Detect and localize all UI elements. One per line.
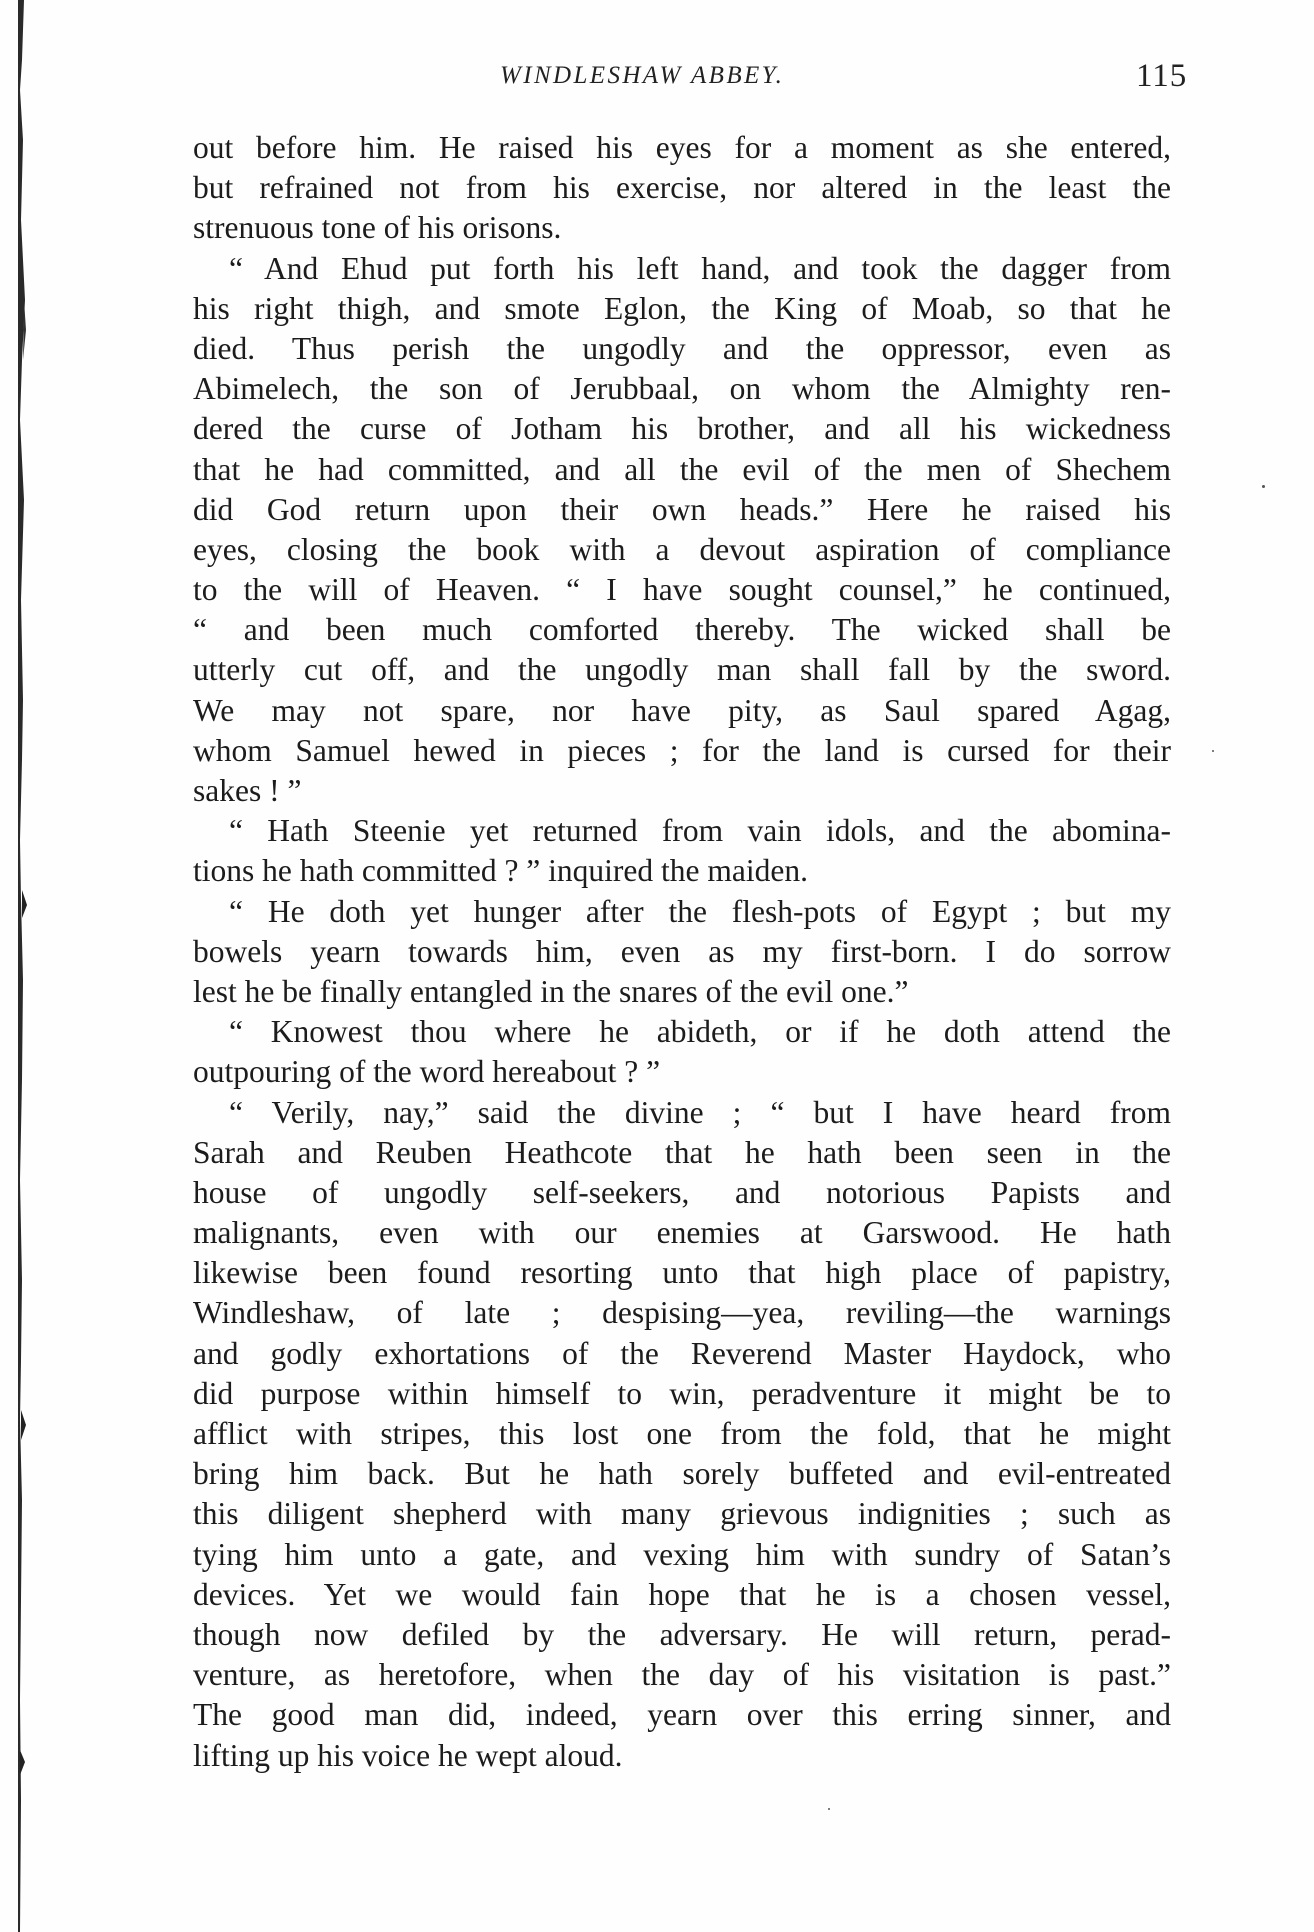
text-line: “ And Ehud put forth his left hand, and took the dagger from [229, 250, 1171, 286]
text-line: lifting up his voice he wept aloud. [193, 1737, 623, 1773]
text-line: bowels yearn towards him, even as my first-born. I do sorrow [193, 933, 1171, 969]
text-line: but refrained not from his exercise, nor altered in the least the [193, 170, 1171, 206]
text-line: tions he hath committed ? ” inquired the maiden. [193, 853, 808, 889]
text-line: and godly exhortations of the Reverend Master Haydock, who [193, 1335, 1171, 1371]
text-line: strenuous tone of his orisons. [193, 210, 562, 246]
running-title: WINDLESHAW ABBEY. [500, 62, 785, 89]
binding-edge-shadow [14, 0, 30, 1932]
text-line: whom Samuel hewed in pieces ; for the land is cursed for their [193, 732, 1171, 768]
body-text [193, 128, 1171, 1776]
text-line: Abimelech, the son of Jerubbaal, on whom the Almighty ren- [193, 371, 1171, 407]
text-line: “ He doth yet hunger after the flesh-pots of Egypt ; but my [229, 893, 1171, 929]
text-line: sakes ! ” [193, 773, 302, 808]
text-line: though now defiled by the adversary. He will return, perad- [193, 1616, 1171, 1652]
text-line: The good man did, indeed, yearn over this erring sinner, and [193, 1697, 1171, 1733]
paper-speck [1262, 485, 1265, 488]
text-line: house of ungodly self-seekers, and notorious Papists and [193, 1174, 1171, 1210]
text-line: did purpose within himself to win, peradventure it might be to [193, 1375, 1171, 1411]
text-line: eyes, closing the book with a devout aspiration of compliance [193, 531, 1171, 567]
text-line: Sarah and Reuben Heathcote that he hath been seen in the [193, 1134, 1171, 1170]
text-line: that he had committed, and all the evil of the men of Shechem [193, 451, 1171, 487]
text-line: Windleshaw, of late ; despising—yea, reviling—the warnings [193, 1295, 1171, 1331]
text-line: malignants, even with our enemies at Garswood. He hath [193, 1215, 1171, 1251]
text-line: “ Hath Steenie yet returned from vain idols, and the abomina- [229, 813, 1171, 849]
page-number: 115 [1136, 58, 1188, 94]
paper-speck [1212, 750, 1214, 752]
text-line: to the will of Heaven. “ I have sought counsel,” he continued, [193, 572, 1171, 608]
text-line: “ Verily, nay,” said the divine ; “ but I have heard from [229, 1094, 1171, 1130]
text-line: outpouring of the word hereabout ? ” [193, 1054, 661, 1090]
text-line: devices. Yet we would fain hope that he is a chosen vessel, [193, 1576, 1171, 1612]
text-line: bring him back. But he hath sorely buffeted and evil-entreated [193, 1456, 1171, 1492]
text-line: dered the curse of Jotham his brother, and all his wickedness [193, 411, 1171, 447]
text-line: afflict with stripes, this lost one from the fold, that he might [193, 1416, 1171, 1451]
text-line: We may not spare, nor have pity, as Saul spared Agag, [193, 692, 1171, 728]
text-line: “ Knowest thou where he abideth, or if he doth attend the [229, 1014, 1171, 1050]
text-line: this diligent shepherd with many grievous indignities ; such as [193, 1496, 1171, 1532]
paper-speck [828, 1808, 830, 1810]
text-line: out before him. He raised his eyes for a moment as she entered, [193, 130, 1171, 165]
page-header [0, 58, 1314, 102]
text-line: “ and been much comforted thereby. The wicked shall be [193, 612, 1171, 648]
text-line: utterly cut off, and the ungodly man shall fall by the sword. [193, 652, 1171, 688]
text-line: died. Thus perish the ungodly and the oppressor, even as [193, 330, 1171, 366]
text-line: venture, as heretofore, when the day of his visitation is past.” [193, 1657, 1171, 1693]
text-line: likewise been found resorting unto that high place of papistry, [193, 1255, 1171, 1291]
text-line: lest he be finally entangled in the snares of the evil one.” [193, 973, 909, 1009]
text-line: tying him unto a gate, and vexing him with sundry of Satan’s [193, 1536, 1171, 1572]
text-line: did God return upon their own heads.” Here he raised his [193, 491, 1171, 527]
text-line: his right thigh, and smote Eglon, the King of Moab, so that he [193, 290, 1171, 326]
